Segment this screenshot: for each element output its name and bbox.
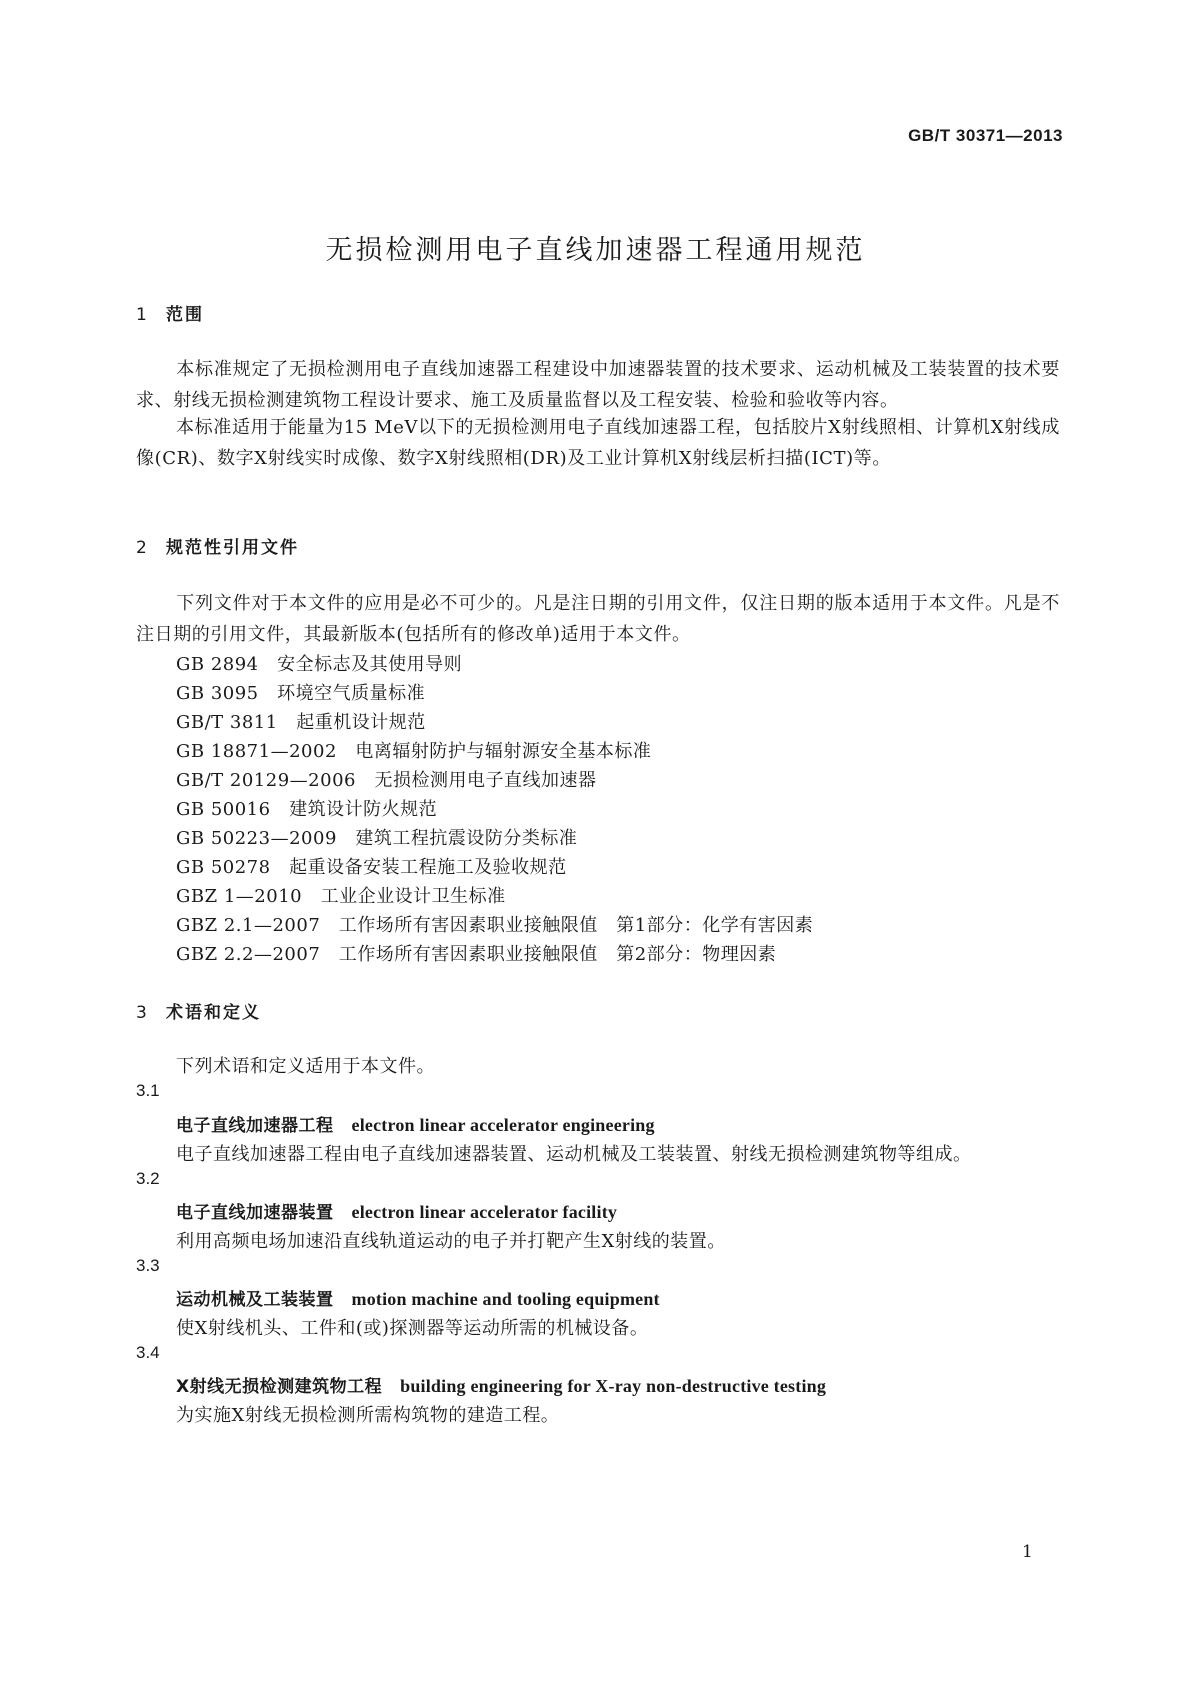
section-title: 范围 xyxy=(166,305,204,325)
reference-item: GBZ 2.2—2007 工作场所有害因素职业接触限值 第2部分：物理因素 xyxy=(176,944,777,965)
term-number: 3.2 xyxy=(136,1169,160,1188)
scope-paragraph-2 xyxy=(136,412,1060,474)
section-heading-3 xyxy=(136,998,261,1023)
term-title: X射线无损检测建筑物工程 building engineering for X-ray non-destructive testing xyxy=(176,1376,827,1397)
reference-item: GBZ 2.1—2007 工作场所有害因素职业接触限值 第1部分：化学有害因素 xyxy=(176,915,814,936)
section-title: 术语和定义 xyxy=(166,1003,261,1023)
reference-item: GB 2894 安全标志及其使用导则 xyxy=(176,654,463,675)
term-title: 运动机械及工装装置 motion machine and tooling equipment xyxy=(176,1289,660,1310)
scope-text-1: 本标准规定了无损检测用电子直线加速器工程建设中加速器装置的技术要求、运动机械及工装装置的技术要求、射线无损检测建筑物工程设计要求、施工及质量监督以及工程安装、检验和验收等内容。 xyxy=(136,359,1060,411)
scope-paragraph-1 xyxy=(136,354,1060,416)
reference-item: GB 50223—2009 建筑工程抗震设防分类标准 xyxy=(176,828,578,849)
standard-code: GB/T 30371—2013 xyxy=(908,126,1063,145)
section-number: 1 xyxy=(136,305,149,325)
references-intro-text: 下列文件对于本文件的应用是必不可少的。凡是注日期的引用文件，仅注日期的版本适用于本文件。凡是不注日期的引用文件，其最新版本(包括所有的修改单)适用于本文件。 xyxy=(136,593,1060,645)
term-definition: 使X射线机头、工件和(或)探测器等运动所需的机械设备。 xyxy=(176,1318,649,1339)
term-definition: 为实施X射线无损检测所需构筑物的建造工程。 xyxy=(176,1405,560,1426)
section-heading-1 xyxy=(136,300,204,325)
section-title: 规范性引用文件 xyxy=(166,538,299,558)
term-number: 3.1 xyxy=(136,1081,160,1100)
term-definition: 电子直线加速器工程由电子直线加速器装置、运动机械及工装装置、射线无损检测建筑物等组成。 xyxy=(176,1144,972,1165)
term-title: 电子直线加速器工程 electron linear accelerator engineering xyxy=(176,1115,655,1136)
reference-item: GB/T 3811 起重机设计规范 xyxy=(176,712,426,733)
reference-item: GB 50278 起重设备安装工程施工及验收规范 xyxy=(176,857,567,878)
section-number: 3 xyxy=(136,1003,149,1023)
reference-item: GB 18871—2002 电离辐射防护与辐射源安全基本标准 xyxy=(176,741,652,762)
term-number: 3.4 xyxy=(136,1343,160,1362)
terms-intro: 下列术语和定义适用于本文件。 xyxy=(176,1056,435,1077)
scope-text-2: 本标准适用于能量为15 MeV以下的无损检测用电子直线加速器工程，包括胶片X射线照相、计算机X射线成像(CR)、数字X射线实时成像、数字X射线照相(DR)及工业计算机X射线层析扫描(ICT)等。 xyxy=(136,417,1060,469)
reference-item: GB 50016 建筑设计防火规范 xyxy=(176,799,438,820)
section-heading-2 xyxy=(136,533,299,558)
section-number: 2 xyxy=(136,538,149,558)
reference-item: GBZ 1—2010 工业企业设计卫生标准 xyxy=(176,886,506,907)
term-definition: 利用高频电场加速沿直线轨道运动的电子并打靶产生X射线的装置。 xyxy=(176,1231,726,1252)
reference-item: GB 3095 环境空气质量标准 xyxy=(176,683,426,704)
term-number: 3.3 xyxy=(136,1256,160,1275)
term-title: 电子直线加速器装置 electron linear accelerator facility xyxy=(176,1202,618,1223)
references-intro xyxy=(136,588,1060,650)
document-title: 无损检测用电子直线加速器工程通用规范 xyxy=(325,235,866,266)
reference-item: GB/T 20129—2006 无损检测用电子直线加速器 xyxy=(176,770,597,791)
page-number: 1 xyxy=(1022,1542,1033,1562)
